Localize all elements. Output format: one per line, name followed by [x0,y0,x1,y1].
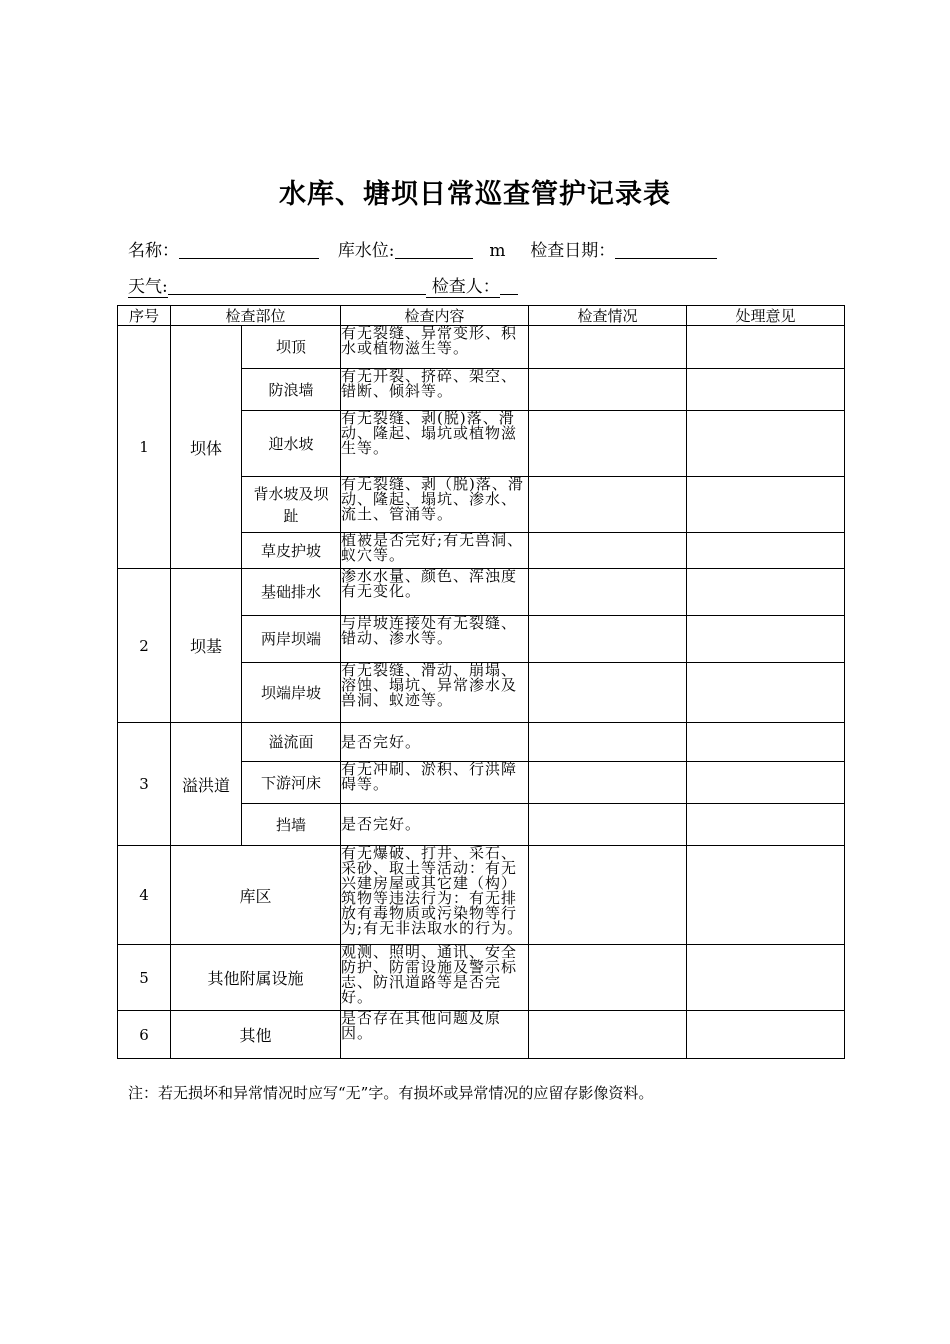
row-content: 有无裂缝、剥（脱)落、滑动、隆起、塌坑、渗水、流土、管涌等。 [341,477,529,533]
row-content: 有无裂缝、剥(脱)落、滑动、隆起、塌坑或植物滋生等。 [341,411,529,477]
table-row [118,723,845,762]
condition-cell[interactable] [529,533,687,569]
condition-cell[interactable] [529,477,687,533]
row-content: 观测、照明、通讯、安全防护、防雷设施及警示标志、防汛道路等是否完好。 [341,945,529,1011]
condition-cell[interactable] [529,326,687,369]
inspector-field[interactable] [500,276,518,295]
header-no: 序号 [118,306,171,326]
condition-cell[interactable] [529,762,687,804]
condition-cell[interactable] [529,569,687,616]
row-content: 有无爆破、打井、采石、采砂、取土等活动：有无兴建房屋或其它建（构）筑物等违法行为：有无排放有毒物质或污染物等行为;有无非法取水的行为。 [341,846,529,945]
opinion-cell[interactable] [687,411,845,477]
opinion-cell[interactable] [687,569,845,616]
water-level-label: 库水位: [337,241,395,261]
row-no: 1 [118,326,171,569]
header-line-2 [128,272,518,297]
opinion-cell[interactable] [687,762,845,804]
header-content: 检查内容 [341,306,529,326]
water-level-field[interactable] [395,240,473,259]
condition-cell[interactable] [529,723,687,762]
row-part: 坝体 [171,326,242,569]
opinion-cell[interactable] [687,1011,845,1059]
header-part: 检查部位 [171,306,341,326]
opinion-cell[interactable] [687,616,845,663]
row-no: 6 [118,1011,171,1059]
row-part: 坝基 [171,569,242,723]
row-no: 3 [118,723,171,846]
row-subpart: 迎水坡 [242,411,341,477]
opinion-cell[interactable] [687,533,845,569]
opinion-cell[interactable] [687,477,845,533]
opinion-cell[interactable] [687,804,845,846]
condition-cell[interactable] [529,369,687,411]
row-part: 溢洪道 [171,723,242,846]
opinion-cell[interactable] [687,945,845,1011]
table-row [118,326,845,369]
row-subpart: 草皮护坡 [242,533,341,569]
opinion-cell[interactable] [687,846,845,945]
row-content: 植被是否完好;有无兽洞、蚁穴等。 [341,533,529,569]
table-header-row [118,306,845,326]
opinion-cell[interactable] [687,723,845,762]
header-condition: 检查情况 [529,306,687,326]
row-subpart: 下游河床 [242,762,341,804]
row-subpart: 挡墙 [242,804,341,846]
row-subpart: 两岸坝端 [242,616,341,663]
condition-cell[interactable] [529,616,687,663]
row-part: 其他附属设施 [171,945,341,1011]
condition-cell[interactable] [529,1011,687,1059]
row-content: 是否存在其他问题及原因。 [341,1011,529,1059]
row-part: 库区 [171,846,341,945]
row-no: 5 [118,945,171,1011]
row-content: 是否完好。 [341,804,529,846]
form-title: 水库、塘坝日常巡查管护记录表 [279,179,671,210]
row-subpart: 防浪墙 [242,369,341,411]
row-content: 有无裂缝、滑动、崩塌、溶蚀、塌坑、异常渗水及兽洞、蚁迹等。 [341,663,529,723]
table-row [118,569,845,616]
condition-cell[interactable] [529,846,687,945]
condition-cell[interactable] [529,663,687,723]
row-part: 其他 [171,1011,341,1059]
row-content: 有无开裂、挤碎、架空、错断、倾斜等。 [341,369,529,411]
condition-cell[interactable] [529,411,687,477]
date-field[interactable] [615,240,717,259]
footnote: 注：若无损坏和异常情况时应写“无”字。有损坏或异常情况的应留存影像资料。 [128,1084,654,1102]
row-subpart: 溢流面 [242,723,341,762]
opinion-cell[interactable] [687,326,845,369]
row-subpart: 坝端岸坡 [242,663,341,723]
inspector-label: 检查人： [426,277,500,298]
header-line-1 [128,236,717,261]
date-label: 检查日期： [530,241,616,261]
weather-field[interactable] [168,276,426,295]
row-subpart: 坝顶 [242,326,341,369]
row-content: 渗水水量、颜色、浑浊度有无变化。 [341,569,529,616]
row-content: 有无裂缝、异常变形、积水或植物滋生等。 [341,326,529,369]
row-content: 有无冲刷、淤积、行洪障碍等。 [341,762,529,804]
table-row [118,945,845,1011]
name-label: 名称： [128,241,179,261]
water-level-unit: m [489,241,506,261]
header-opinion: 处理意见 [687,306,845,326]
name-field[interactable] [179,240,319,259]
row-content: 与岸坡连接处有无裂缝、错动、渗水等。 [341,616,529,663]
inspection-table [117,305,845,1059]
condition-cell[interactable] [529,945,687,1011]
row-subpart: 基础排水 [242,569,341,616]
table-row [118,846,845,945]
row-content: 是否完好。 [341,723,529,762]
condition-cell[interactable] [529,804,687,846]
row-no: 4 [118,846,171,945]
weather-label: 天气: [128,277,168,297]
table-row [118,1011,845,1059]
row-no: 2 [118,569,171,723]
row-subpart: 背水坡及坝趾 [242,477,341,533]
opinion-cell[interactable] [687,663,845,723]
opinion-cell[interactable] [687,369,845,411]
